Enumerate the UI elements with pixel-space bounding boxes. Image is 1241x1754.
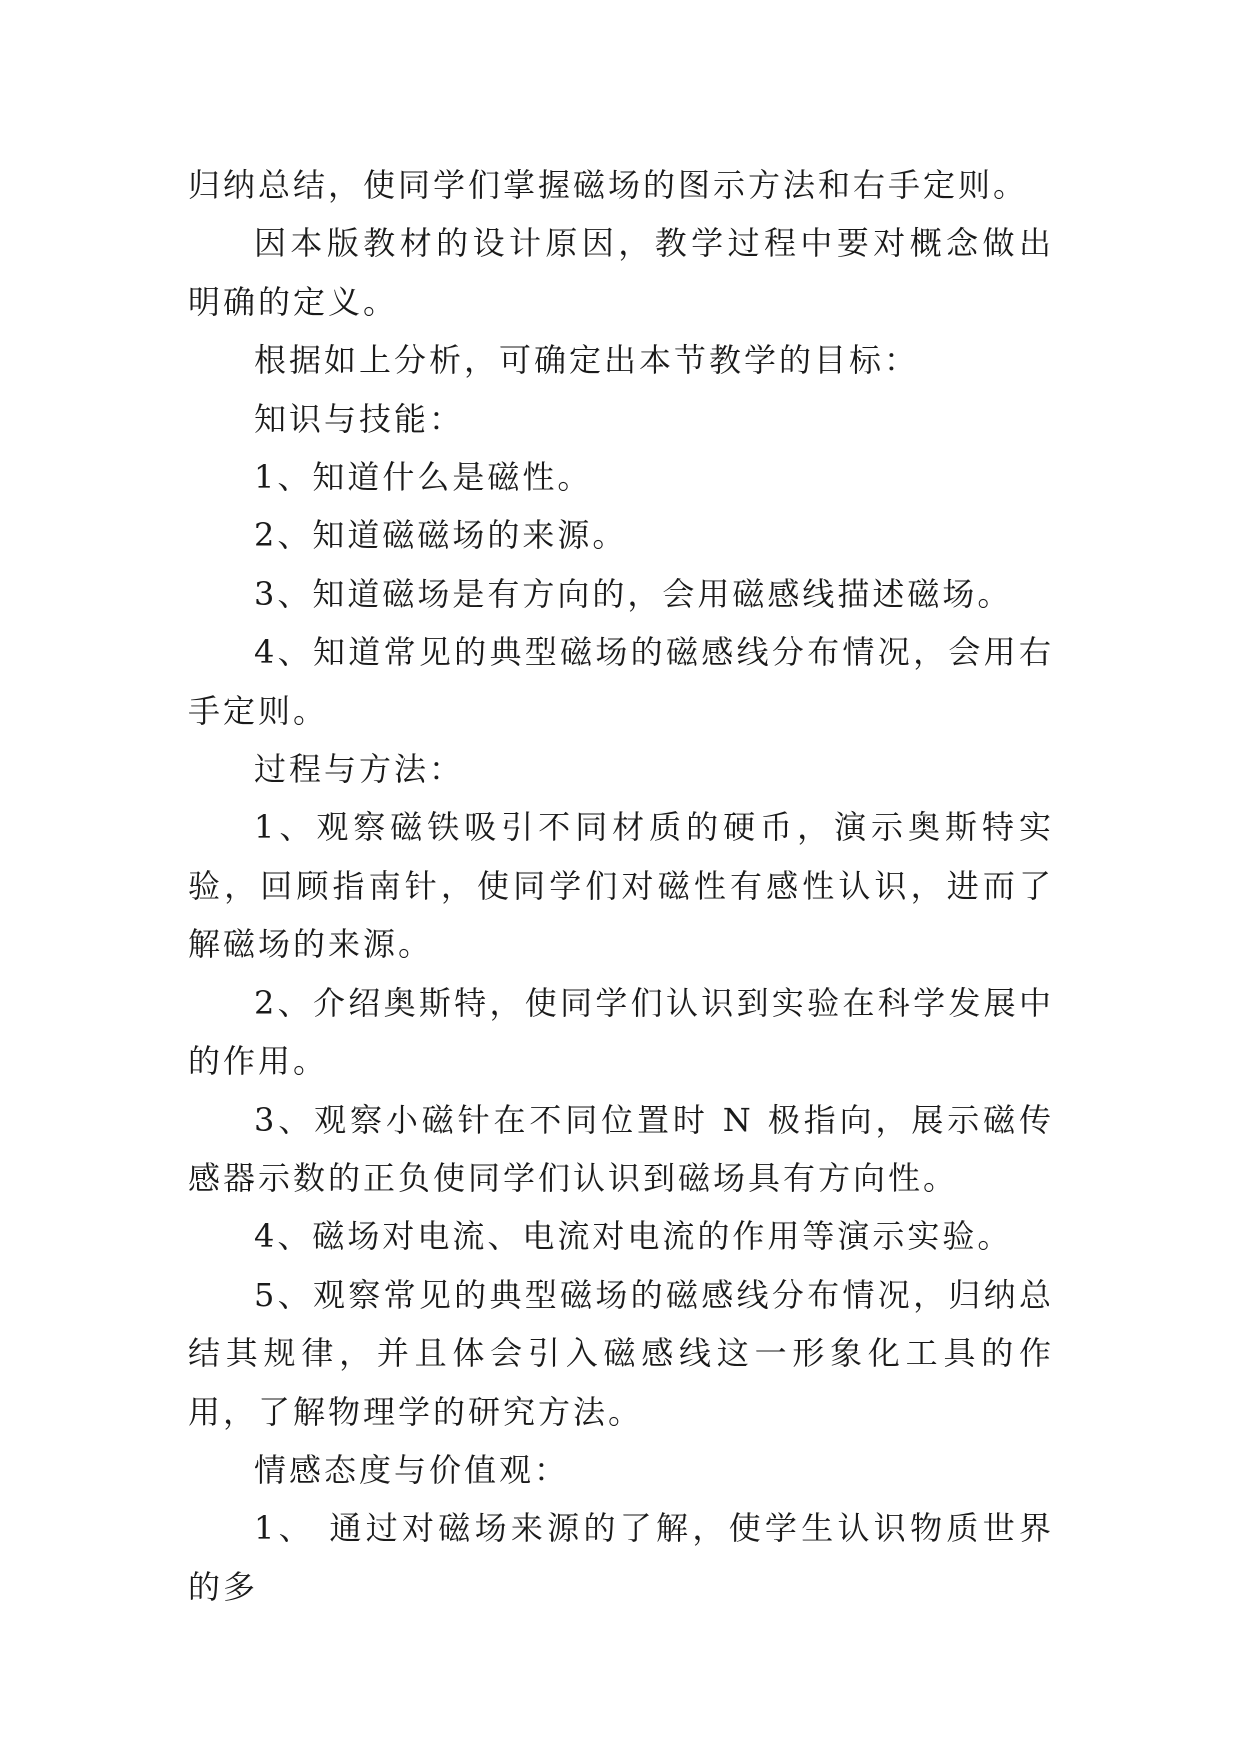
paragraph: 根据如上分析，可确定出本节教学的目标： <box>254 341 920 380</box>
document-body <box>188 156 1054 1616</box>
list-item: 3、知道磁场是有方向的，会用磁感线描述磁场。 <box>254 574 1013 613</box>
section-heading: 过程与方法： <box>254 750 465 789</box>
paragraph: 因本版教材的设计原因，教学过程中要对概念做出明确的定义。 <box>188 224 1054 321</box>
paragraph: 归纳总结，使同学们掌握磁场的图示方法和右手定则。 <box>188 166 1029 204</box>
list-item: 2、介绍奥斯特，使同学们认识到实验在科学发展中的作用。 <box>188 983 1054 1081</box>
list-item: 5、观察常见的典型磁场的磁感线分布情况，归纳总结其规律，并且体会引入磁感线这一形象化工具的作用，了解物理学的研究方法。 <box>188 1275 1054 1431</box>
section-heading: 情感态度与价值观： <box>254 1450 570 1489</box>
section-heading: 知识与技能： <box>254 399 465 438</box>
list-item: 1、知道什么是磁性。 <box>254 458 593 497</box>
list-item: 4、知道常见的典型磁场的磁感线分布情况，会用右手定则。 <box>188 633 1054 730</box>
list-item: 4、磁场对电流、电流对电流的作用等演示实验。 <box>254 1217 1013 1256</box>
list-item: 1、 通过对磁场来源的了解，使学生认识物质世界的多 <box>188 1509 1054 1606</box>
list-item: 3、观察小磁针在不同位置时 N 极指向，展示磁传感器示数的正负使同学们认识到磁场具有方向性。 <box>188 1100 1054 1197</box>
list-item: 1、观察磁铁吸引不同材质的硬币，演示奥斯特实验，回顾指南针，使同学们对磁性有感性认识，进而了解磁场的来源。 <box>188 808 1054 964</box>
list-item: 2、知道磁磁场的来源。 <box>254 516 628 555</box>
